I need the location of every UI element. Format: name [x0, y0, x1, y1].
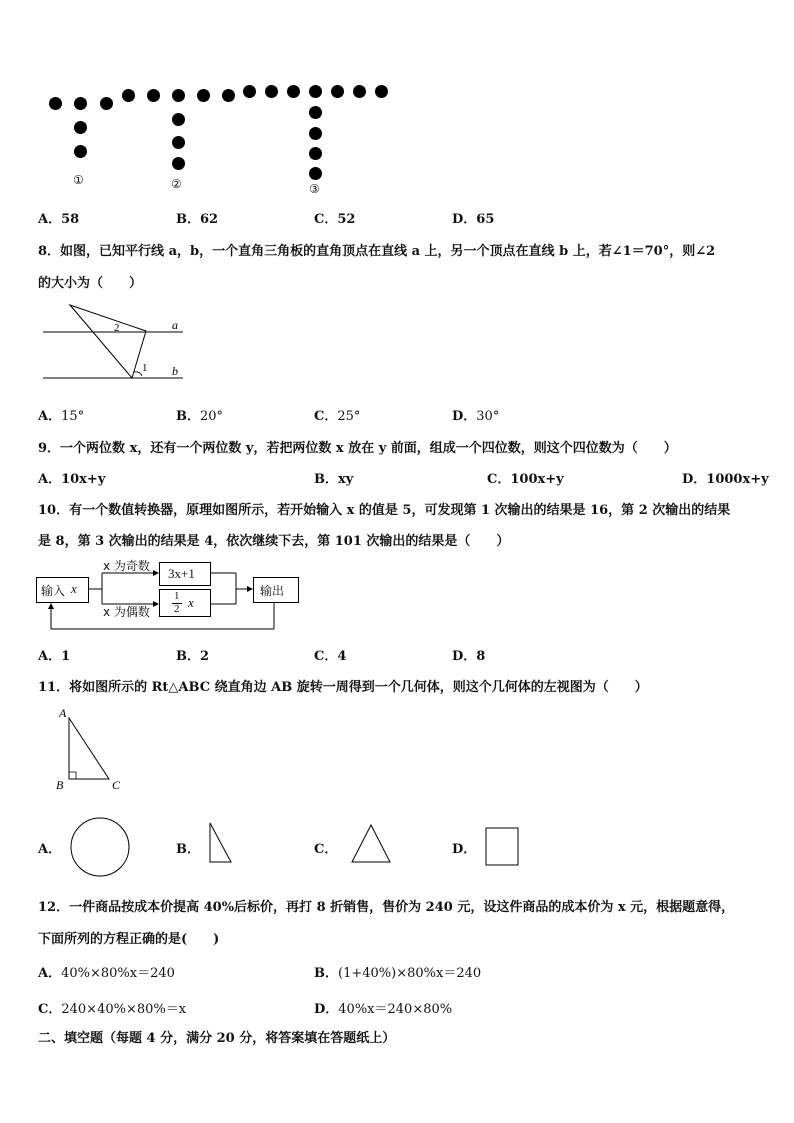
- option-letter: B．: [176, 212, 200, 227]
- right-angle-mark: [69, 772, 76, 779]
- option-letter: B．: [176, 409, 200, 424]
- option-letter: A．: [38, 472, 62, 487]
- figure-label-1: ①: [73, 173, 84, 187]
- dot: [172, 113, 185, 126]
- vertex-c: C: [112, 778, 121, 792]
- circle-view: [68, 816, 132, 880]
- dot: [309, 85, 322, 98]
- q10-option-a[interactable]: [38, 645, 70, 664]
- option-text: (1+40%)×80%x＝240: [338, 966, 482, 981]
- q9-option-b[interactable]: [314, 468, 353, 487]
- q8-stem-line1: 8．如图，已知平行线 a，b，一个直角三角板的直角顶点在直线 a 上，另一个顶点在直线 b 上，若∠1＝70°，则∠2: [38, 244, 716, 259]
- q7-option-d[interactable]: [452, 208, 494, 227]
- q12-option-a[interactable]: [38, 962, 175, 981]
- option-letter: D．: [452, 649, 477, 664]
- option-letter: A．: [38, 212, 62, 227]
- q10-option-c[interactable]: [314, 645, 346, 664]
- rectangle-view: [483, 826, 521, 868]
- input-box: [36, 577, 89, 603]
- dot: [353, 85, 366, 98]
- option-text: 65: [476, 212, 495, 227]
- dot: [74, 97, 87, 110]
- output-label: 输出: [260, 584, 285, 598]
- label-a: a: [172, 318, 178, 332]
- option-text: 8: [476, 649, 486, 664]
- dot: [265, 85, 278, 98]
- dot: [147, 89, 160, 102]
- option-text: 15°: [61, 409, 85, 424]
- angle-arc: [134, 372, 142, 376]
- q12-stem-line2: 下面所列的方程正确的是( ): [38, 932, 220, 947]
- option-letter: C．: [314, 212, 338, 227]
- q9-stem: 9．一个两位数 x，还有一个两位数 y，若把两位数 x 放在 y 前面，组成一个四位数，则这个四位数为（ ）: [38, 441, 677, 456]
- option-text: 40%×80%x＝240: [61, 966, 175, 981]
- right-triangle-view: [205, 820, 237, 866]
- option-text: 1: [61, 649, 71, 664]
- option-letter: D．: [452, 842, 477, 857]
- q10-stem-line2: 是 8，第 3 次输出的结果是 4，依次继续下去，第 101 次输出的结果是（ ）: [38, 534, 510, 549]
- dot: [122, 89, 135, 102]
- q12-stem-line1: 12．一件商品按成本价提高 40%后标价，再打 8 折销售，售价为 240 元，设这件商品的成本价为 x 元，根据题意得，: [38, 900, 735, 915]
- option-letter: A．: [38, 649, 62, 664]
- option-letter: D．: [452, 212, 477, 227]
- dot: [172, 89, 185, 102]
- q9-option-a[interactable]: [38, 468, 105, 487]
- q8-parallel-lines-figure: [38, 300, 198, 385]
- figure-label-3: ③: [309, 182, 320, 196]
- option-letter: A．: [38, 409, 62, 424]
- option-letter: B．: [314, 472, 338, 487]
- odd-condition-text: x 为奇数: [103, 559, 150, 573]
- dot: [74, 121, 87, 134]
- option-letter: A．: [38, 966, 62, 981]
- q9-option-d[interactable]: [682, 468, 769, 487]
- input-var: x: [71, 581, 77, 596]
- fraction-var: x: [188, 595, 194, 610]
- option-letter: B．: [314, 966, 338, 981]
- option-text: xy: [338, 472, 354, 487]
- q10-option-d[interactable]: [452, 645, 485, 664]
- option-text: 1000x+y: [706, 472, 769, 487]
- dot: [243, 85, 256, 98]
- dot: [222, 89, 235, 102]
- q8-option-c[interactable]: [314, 405, 360, 424]
- label-b: b: [172, 364, 178, 378]
- isosceles-triangle-view: [348, 822, 394, 866]
- q8-stem-line2: 的大小为（ ）: [38, 276, 143, 291]
- q8-option-b[interactable]: [176, 405, 223, 424]
- option-letter: C．: [314, 649, 338, 664]
- option-letter: D．: [452, 409, 477, 424]
- q7-option-b[interactable]: [176, 208, 218, 227]
- output-box: [253, 577, 299, 603]
- label-angle1: 1: [142, 362, 148, 374]
- label-angle2: 2: [114, 322, 120, 334]
- option-letter: C．: [314, 842, 338, 857]
- option-text: 30°: [476, 409, 500, 424]
- q10-stem-line1: 10．有一个数值转换器，原理如图所示，若开始输入 x 的值是 5，可发现第 1 次输出的结果是 16，第 2 次输出的结果: [38, 503, 731, 518]
- dot: [309, 167, 322, 180]
- q12-option-c[interactable]: [38, 998, 186, 1017]
- odd-condition: [103, 557, 150, 574]
- dot: [331, 85, 344, 98]
- option-text: 100x+y: [510, 472, 564, 487]
- option-text: 2: [200, 649, 210, 664]
- dot: [172, 157, 185, 170]
- dot: [309, 127, 322, 140]
- option-text: 10x+y: [61, 472, 106, 487]
- vertex-a: A: [59, 706, 67, 720]
- q11-stem: 11．将如图所示的 Rt△ABC 绕直角边 AB 旋转一周得到一个几何体，则这个几何体的左视图为（ ）: [38, 680, 648, 695]
- q9-option-c[interactable]: [487, 468, 564, 487]
- option-text: 4: [337, 649, 347, 664]
- option-letter: D．: [314, 1002, 339, 1017]
- dot: [309, 106, 322, 119]
- option-letter: A．: [38, 842, 62, 857]
- option-text: 52: [337, 212, 356, 227]
- dot: [172, 136, 185, 149]
- option-text: 62: [200, 212, 219, 227]
- fraction-denominator: 2: [174, 603, 180, 615]
- q12-option-b[interactable]: [314, 962, 481, 981]
- option-text: 58: [61, 212, 80, 227]
- even-condition-text: x 为偶数: [103, 605, 150, 619]
- option-letter: B．: [176, 649, 200, 664]
- q10-option-b[interactable]: [176, 645, 209, 664]
- q8-option-a[interactable]: [38, 405, 84, 424]
- q7-option-c[interactable]: [314, 208, 355, 227]
- dot: [309, 147, 322, 160]
- option-text: 20°: [200, 409, 224, 424]
- fraction-numerator: 1: [174, 590, 180, 602]
- option-letter: C．: [38, 1002, 62, 1017]
- option-text: 240×40%×80%＝x: [61, 1002, 187, 1017]
- dot: [74, 145, 87, 158]
- section-heading: 二、填空题（每题 4 分，满分 20 分，将答案填在答题纸上）: [38, 1031, 396, 1046]
- q8-option-d[interactable]: [452, 405, 499, 424]
- option-text: 40%x＝240×80%: [338, 1002, 453, 1017]
- dot: [375, 85, 388, 98]
- odd-operation: 3x+1: [168, 566, 195, 581]
- triangle-ruler: [70, 305, 146, 378]
- triangle-abc: [69, 718, 109, 779]
- dot: [49, 97, 62, 110]
- dot: [287, 85, 300, 98]
- even-condition: [103, 603, 150, 620]
- option-letter: B．: [176, 842, 200, 857]
- option-text: 25°: [337, 409, 361, 424]
- figure-label-2: ②: [171, 177, 182, 191]
- vertex-b: B: [56, 778, 64, 792]
- option-letter: D．: [682, 472, 707, 487]
- dot: [197, 89, 210, 102]
- odd-operation-box: [159, 562, 211, 586]
- input-label: 输入: [41, 584, 66, 598]
- q12-option-d[interactable]: [314, 998, 452, 1017]
- q7-option-a[interactable]: [38, 208, 79, 227]
- dot: [100, 97, 113, 110]
- q11-right-triangle-figure: [50, 703, 135, 795]
- option-letter: C．: [314, 409, 338, 424]
- option-letter: C．: [487, 472, 511, 487]
- even-operation-box: [159, 589, 211, 617]
